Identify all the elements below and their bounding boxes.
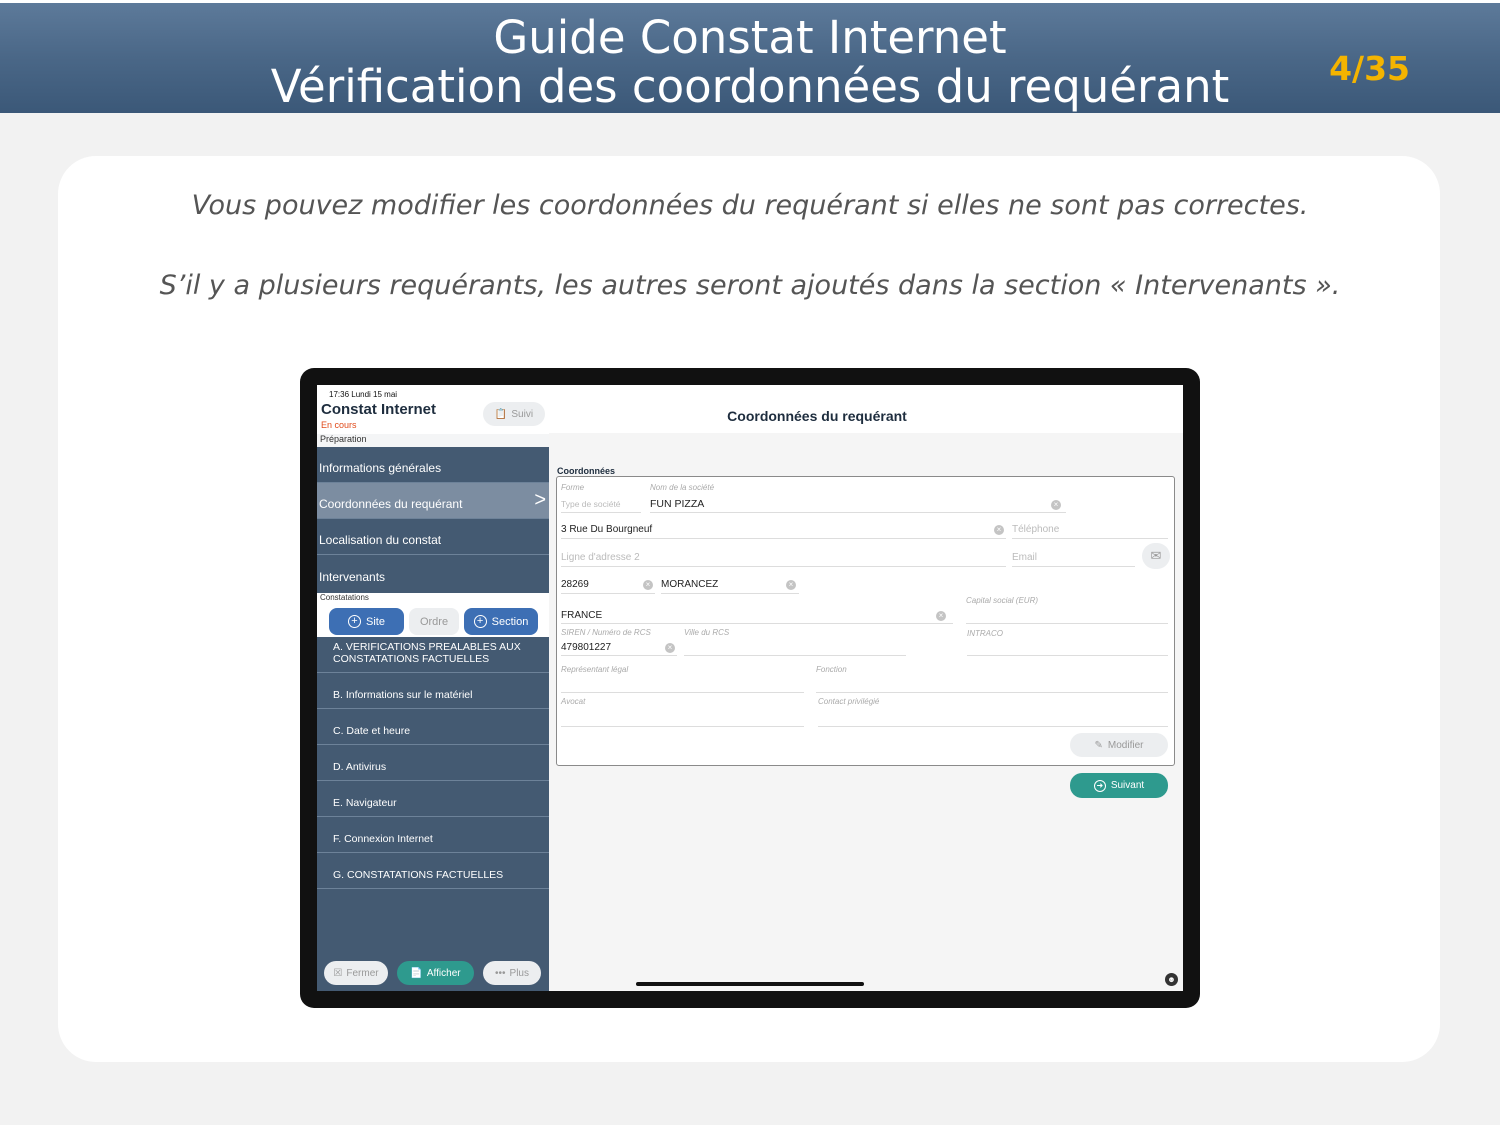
- sidebar-item-label: Intervenants: [319, 570, 386, 584]
- edit-icon: ✎: [1094, 739, 1103, 751]
- contact-label: Contact privilégié: [818, 697, 880, 706]
- siren-field[interactable]: 479801227: [561, 642, 612, 653]
- afficher-label: Afficher: [426, 967, 461, 979]
- add-section-button[interactable]: [464, 608, 538, 635]
- nom-societe-field[interactable]: FUN PIZZA: [650, 498, 705, 510]
- add-section-label: Section: [491, 615, 529, 628]
- section-item-g[interactable]: [317, 853, 549, 889]
- modifier-button[interactable]: [1070, 733, 1168, 757]
- capital-social-label: Capital social (EUR): [966, 596, 1039, 605]
- clear-icon[interactable]: ×: [1051, 500, 1061, 510]
- chevron-right-icon: >: [534, 489, 546, 511]
- sidebar-item-label: Localisation du constat: [319, 533, 442, 547]
- more-dots-icon: •••: [495, 967, 506, 979]
- email-field[interactable]: Email: [1012, 552, 1038, 563]
- send-mail-button[interactable]: [1142, 543, 1170, 569]
- section-item-c[interactable]: [317, 709, 549, 745]
- plus-label: Plus: [509, 967, 529, 979]
- slide-subtitle: Vérification des coordonnées du requérant: [270, 60, 1230, 113]
- ville-rcs-label: Ville du RCS: [684, 628, 730, 637]
- plus-circle-icon: +: [474, 615, 487, 628]
- main-content: [549, 433, 1183, 991]
- section-item-label: G. CONSTATATIONS FACTUELLES: [333, 869, 504, 881]
- clipboard-icon: 📋: [494, 408, 508, 420]
- suivant-label: Suivant: [1110, 780, 1145, 791]
- fermer-label: Fermer: [346, 967, 379, 979]
- intraco-label: INTRACO: [967, 629, 1003, 638]
- suivi-button[interactable]: [483, 402, 545, 426]
- clear-icon[interactable]: ×: [994, 525, 1004, 535]
- modifier-label: Modifier: [1107, 739, 1144, 751]
- sidebar: [317, 385, 549, 991]
- telephone-field[interactable]: Téléphone: [1012, 524, 1060, 535]
- address-line1-field[interactable]: 3 Rue Du Bourgneuf: [561, 524, 653, 535]
- clear-icon[interactable]: ×: [665, 643, 675, 653]
- sidebar-item-localisation[interactable]: [317, 519, 549, 555]
- close-box-icon: ☒: [333, 967, 343, 979]
- section-item-label: B. Informations sur le matériel: [333, 689, 473, 701]
- clear-icon[interactable]: ×: [936, 611, 946, 621]
- sidebar-footer: [317, 957, 549, 991]
- intro-text-1: Vous pouvez modifier les coordonnées du requérant si elles ne sont pas correctes.: [191, 190, 1309, 221]
- section-item-b[interactable]: [317, 673, 549, 709]
- forme-label: Forme: [561, 483, 585, 492]
- sidebar-item-intervenants[interactable]: [317, 555, 549, 591]
- app-status: En cours: [321, 420, 357, 430]
- sidebar-item-label: Coordonnées du requérant: [319, 497, 463, 511]
- slide-header: [0, 0, 1500, 113]
- tablet-screen: [317, 385, 1183, 991]
- ordre-button[interactable]: [409, 608, 459, 635]
- ordre-label: Ordre: [419, 615, 449, 628]
- page-number: 4/35: [1329, 49, 1410, 88]
- section-item-e[interactable]: [317, 781, 549, 817]
- arrow-right-circle-icon: ➜: [1094, 780, 1106, 792]
- section-item-label: A. VERIFICATIONS PREALABLES AUX CONSTATATIONS FACTUELLES: [333, 641, 521, 665]
- section-item-a[interactable]: [317, 637, 549, 673]
- siren-label: SIREN / Numéro de RCS: [561, 628, 651, 637]
- postcode-field[interactable]: 28269: [561, 579, 589, 590]
- accessibility-icon[interactable]: ☻: [1165, 973, 1178, 986]
- forme-field[interactable]: Type de société: [561, 499, 621, 509]
- section-item-label: D. Antivirus: [333, 761, 387, 773]
- sidebar-item-coordonnees[interactable]: [317, 483, 549, 519]
- section-item-label: E. Navigateur: [333, 797, 397, 809]
- section-title: Coordonnées: [557, 466, 616, 476]
- representant-label: Représentant légal: [561, 665, 629, 674]
- section-item-f[interactable]: [317, 817, 549, 853]
- page-title: Coordonnées du requérant: [727, 408, 907, 424]
- country-field[interactable]: FRANCE: [561, 610, 603, 621]
- section-item-label: F. Connexion Internet: [333, 833, 433, 845]
- slide-title: Guide Constat Internet: [493, 11, 1007, 64]
- clear-icon[interactable]: ×: [643, 580, 653, 590]
- plus-button[interactable]: [483, 961, 541, 985]
- app-title: Constat Internet: [321, 401, 437, 418]
- main-header: [549, 385, 1183, 433]
- suivant-button[interactable]: [1070, 773, 1168, 798]
- sidebar-item-informations[interactable]: [317, 447, 549, 483]
- fonction-label: Fonction: [816, 665, 847, 674]
- section-item-label: C. Date et heure: [333, 725, 411, 737]
- home-indicator[interactable]: [636, 982, 864, 986]
- nom-societe-label: Nom de la société: [650, 483, 715, 492]
- city-field[interactable]: MORANCEZ: [661, 579, 719, 590]
- suivi-label: Suivi: [511, 408, 534, 420]
- fermer-button[interactable]: [324, 961, 388, 985]
- address-line2-field[interactable]: Ligne d'adresse 2: [561, 552, 640, 563]
- add-site-button[interactable]: [329, 608, 404, 635]
- section-label-preparation: Préparation: [317, 434, 549, 447]
- coordinates-form: [556, 476, 1175, 766]
- avocat-label: Avocat: [561, 697, 586, 706]
- clear-icon[interactable]: ×: [786, 580, 796, 590]
- intro-text-2: S’il y a plusieurs requérants, les autres seront ajoutés dans la section « Intervenants ».: [159, 270, 1341, 301]
- add-site-label: Site: [366, 615, 385, 628]
- document-icon: 📄: [410, 967, 423, 979]
- section-label-constatations: Constatations: [317, 593, 549, 605]
- constatations-toolbar: [317, 605, 549, 637]
- plus-circle-icon: +: [348, 615, 361, 628]
- section-item-d[interactable]: [317, 745, 549, 781]
- afficher-button[interactable]: [397, 961, 474, 985]
- status-time: 17:36 Lundi 15 mai: [329, 390, 398, 399]
- envelope-icon: ✉: [1150, 548, 1162, 563]
- sidebar-item-label: Informations générales: [319, 461, 442, 475]
